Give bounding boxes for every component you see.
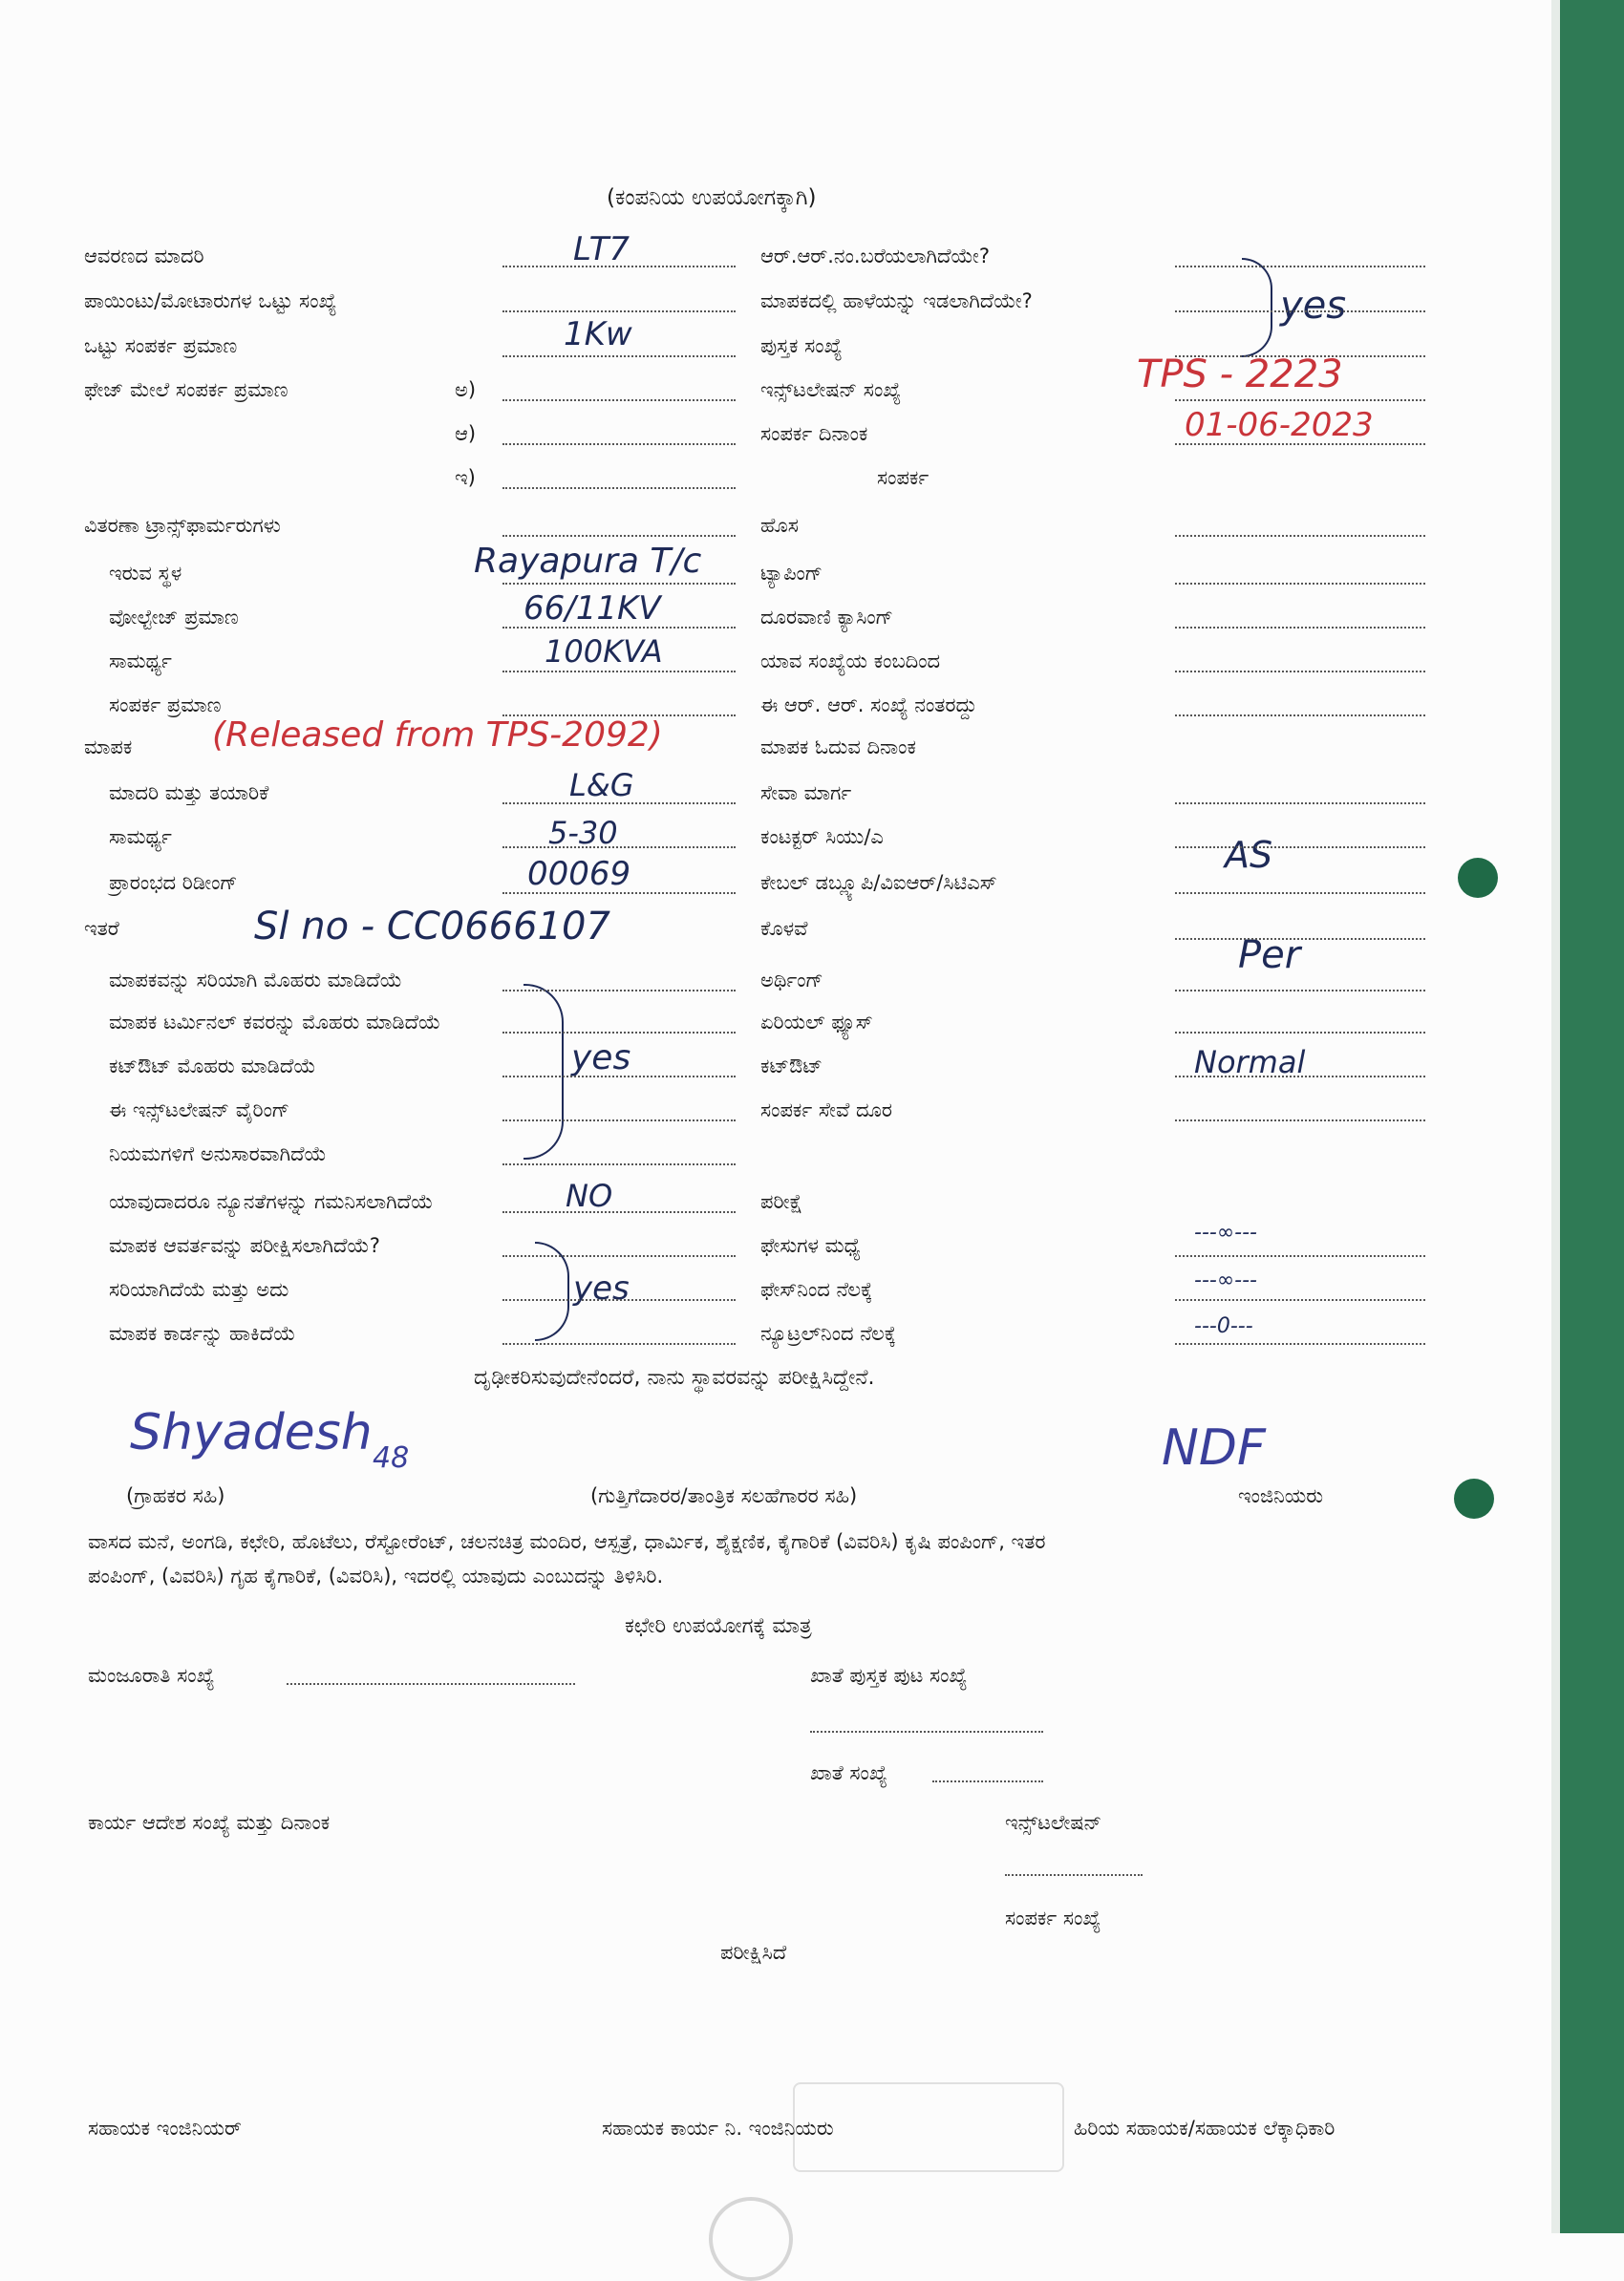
serial-number-value: Sl no - CC0666107 — [254, 905, 610, 949]
left-field-label: ಸಂಪರ್ಕ ಪ್ರಮಾಣ — [109, 693, 222, 716]
right-field-line — [1175, 846, 1425, 848]
left-field-line — [502, 443, 736, 445]
engineer-sign-label: ಇಂಜಿನಿಯರು — [1238, 1484, 1324, 1507]
right-field-label: ದೂರವಾಣಿ ಕ್ಯಾಸಿಂಗ್ — [760, 606, 893, 629]
left-field-line — [502, 802, 736, 804]
left-field-label: ಪ್ರಾರಂಭದ ರಿಡೀಂಗ್ — [109, 871, 238, 894]
left-field-line — [502, 892, 736, 894]
right-field-label: ಕೇಬಲ್ ಡಬ್ಲ್ಯೂಪಿ/ವಿಐಆರ್/ಸಿಟಿಎಸ್ — [760, 871, 997, 894]
right-field-line — [1175, 990, 1425, 991]
certification-text: ದೃಢೀಕರಿಸುವುದೇನೆಂದರೆ, ನಾನು ಸ್ಥಾವರವನ್ನು ಪರೀಕ್ಷಿಸಿದ್ದೇನೆ. — [474, 1366, 875, 1390]
right-field-line — [1175, 355, 1425, 357]
left-field-line — [502, 310, 736, 312]
round-seal — [709, 2197, 793, 2281]
left-field-line — [502, 266, 736, 267]
folder-edge — [1551, 0, 1560, 2233]
right-field-line — [1175, 892, 1425, 894]
left-field-line — [502, 1211, 736, 1213]
left-field-line — [502, 399, 736, 401]
right-field-line — [1175, 266, 1425, 267]
right-field-line — [1175, 671, 1425, 672]
left-field-label: ಮಾಪಕ ಟರ್ಮಿನಲ್ ಕವರನ್ನು ಮೊಹರು ಮಾಡಿದೆಯೆ — [109, 1011, 441, 1034]
left-field-line — [502, 1076, 736, 1077]
earthing-value: Per — [1238, 933, 1301, 977]
right-field-label: ಪರೀಕ್ಷೆ — [760, 1190, 803, 1213]
left-field-label: ಆವರಣದ ಮಾದರಿ — [84, 245, 204, 267]
right-field-label: ಕಟ್‌ಔಟ್ — [760, 1055, 823, 1077]
left-field-label: ಮಾಪಕ ಆವರ್ತವನ್ನು ಪರೀಕ್ಷಿಸಲಾಗಿದೆಯೆ? — [109, 1234, 380, 1257]
initial-reading-value: 00069 — [527, 855, 631, 893]
right-field-line — [1175, 1343, 1425, 1345]
right-field-label: ಅರ್ಥಿಂಗ್ — [760, 969, 823, 991]
assistant-engineer-label: ಸಹಾಯಕ ಇಂಜಿನಿಯರ್ — [88, 2117, 242, 2140]
right-field-line — [1175, 938, 1425, 940]
right-field-line — [1175, 535, 1425, 537]
account-number-label: ಖಾತೆ ಸಂಖ್ಯೆ — [810, 1761, 887, 1784]
phase-earth-value: ---∞--- — [1194, 1268, 1257, 1292]
seal-yes-value: yes — [571, 1038, 631, 1077]
left-field-line — [502, 1343, 736, 1345]
right-field-label: ಏರಿಯಲ್ ಫ್ಯೂಸ್ — [760, 1011, 873, 1034]
meter-make-value: L&G — [569, 767, 634, 803]
usage-text-line2: ಪಂಪಿಂಗ್, (ವಿವರಿಸಿ) ಗೃಹ ಕೈಗಾರಿಕೆ, (ವಿವರಿಸಿ), ಇದರಲ್ಲಿ ಯಾವುದು ಎಂಬುದನ್ನು ತಿಳಿಸಿರಿ. — [88, 1565, 664, 1588]
left-field-line — [502, 487, 736, 489]
meter-capacity-value: 5-30 — [548, 815, 618, 851]
right-field-label: ಸೇವಾ ಮಾರ್ಗ — [760, 781, 852, 804]
account-number-field — [932, 1780, 1043, 1782]
left-field-line — [502, 846, 736, 848]
right-field-line — [1175, 802, 1425, 804]
left-field-label: ಈ ಇನ್ಸ್‌ಟಲೇಷನ್ ವೈರಿಂಗ್ — [109, 1098, 290, 1121]
right-field-label: ಕಂಟಕ್ಟರ್ ಸಿಯು/ಎ — [760, 825, 884, 848]
phase-phase-value: ---∞--- — [1194, 1221, 1257, 1245]
right-field-label: ಹೊಸ — [760, 514, 799, 537]
right-field-label: ಯಾವ ಸಂಖ್ಯೆಯ ಕಂಬದಿಂದ — [760, 650, 941, 672]
sheet-kept-value: yes — [1280, 284, 1347, 328]
left-field-label: ಸಾಮರ್ಥ್ಯ — [109, 650, 172, 672]
connection-number-label: ಸಂಪರ್ಕ ಸಂಖ್ಯೆ — [1005, 1907, 1101, 1929]
total-connected-load-value: 1Kw — [564, 315, 632, 353]
left-field-line — [502, 1032, 736, 1034]
left-field-line — [502, 990, 736, 991]
right-field-label: ಈ ಆರ್. ಆರ್. ಸಂಖ್ಯೆ ನಂತರದ್ದು — [760, 693, 977, 716]
cable-value: AS — [1225, 834, 1273, 876]
connection-date-value: 01-06-2023 — [1185, 406, 1374, 444]
right-field-line — [1175, 1299, 1425, 1301]
punch-hole — [1458, 858, 1498, 898]
left-field-line — [502, 535, 736, 537]
right-field-label: ಮಾಪಕದಲ್ಲಿ ಹಾಳೆಯನ್ನು ಇಡಲಾಗಿದೆಯೇ? — [760, 289, 1033, 312]
right-field-line — [1175, 1076, 1425, 1077]
punch-hole — [1454, 1479, 1494, 1519]
right-brace — [1242, 258, 1272, 357]
installation-number-value: TPS - 2223 — [1137, 352, 1343, 396]
left-field-label: ಸಾಮರ್ಥ್ಯ — [109, 825, 172, 848]
right-field-line — [1175, 1255, 1425, 1257]
right-field-line — [1175, 443, 1425, 445]
cutout-value: Normal — [1194, 1044, 1306, 1080]
consumer-signature: Shyadesh — [130, 1404, 373, 1461]
usage-text-line1: ವಾಸದ ಮನೆ, ಅಂಗಡಿ, ಕಛೇರಿ, ಹೊಟೆಲು, ರೆಸ್ಟೋರೆಂಟ್, ಚಲನಚಿತ್ರ ಮಂದಿರ, ಆಸ್ಪತ್ರೆ, ಧಾರ್ಮಿಕ, ಶೈಕ್ಷಣಿಕ, ಕೈಗಾರಿಕೆ (ವಿವರಿಸಿ) ಕೃಷಿ ಪಂಪಿಂಗ್, ಇತರ — [88, 1530, 1046, 1553]
right-field-label: ಇನ್ಸ್‌ಟಲೇಷನ್ ಸಂಖ್ಯೆ — [760, 378, 902, 401]
creep-yes-value: yes — [573, 1269, 630, 1308]
transformer-location-value: Rayapura T/c — [474, 542, 702, 581]
meter-released-note: (Released from TPS-2092) — [212, 715, 663, 755]
left-field-label: ನಿಯಮಗಳಿಗೆ ಅನುಸಾರವಾಗಿದೆಯೆ — [109, 1142, 327, 1165]
right-field-label: ಪುಸ್ತಕ ಸಂಖ್ಯೆ — [760, 334, 843, 357]
right-field-label: ಆರ್.ಆರ್.ನಂ.ಬರೆಯಲಾಗಿದೆಯೇ? — [760, 245, 990, 267]
sanction-number-label: ಮಂಜೂರಾತಿ ಸಂಖ್ಯೆ — [88, 1664, 215, 1687]
right-field-label: ಸಂಪರ್ಕ ಸೇವೆ ದೂರ — [760, 1098, 893, 1121]
right-field-label: ಟ್ಯಾಪಿಂಗ್ — [760, 562, 823, 585]
left-field-label: ಇತರೆ — [84, 917, 119, 940]
left-field-label: ಪಾಯಿಂಟು/ಮೋಟಾರುಗಳ ಒಟ್ಟು ಸಂಖ್ಯೆ — [84, 289, 337, 312]
left-field-label: ಮಾಪಕ — [84, 735, 133, 758]
accounts-officer-label: ಹಿರಿಯ ಸಹಾಯಕ/ಸಹಾಯಕ ಲೆಕ್ಕಾಧಿಕಾರಿ — [1074, 2117, 1336, 2140]
left-field-label: ಫೇಜ್ ಮೇಲೆ ಸಂಪರ್ಕ ಪ್ರಮಾಣ — [84, 378, 288, 401]
right-field-line — [1175, 714, 1425, 716]
left-field-label: ಯಾವುದಾದರೂ ನ್ಯೂನತೆಗಳನ್ನು ಗಮನಿಸಲಾಗಿದೆಯೆ — [109, 1190, 434, 1213]
left-field-sublabel: ಇ) — [455, 466, 476, 489]
left-brace — [524, 984, 564, 1160]
neutral-earth-value: ---0--- — [1194, 1314, 1253, 1338]
left-field-sublabel: ಅ) — [455, 378, 477, 401]
left-field-line — [502, 1163, 736, 1165]
left-field-line — [502, 1299, 736, 1301]
installation-label: ಇನ್ಸ್‌ಟಲೇಷನ್ — [1005, 1811, 1102, 1834]
premises-type-value: LT7 — [573, 230, 630, 268]
right-field-label: ನ್ಯೂಟ್ರಲ್‌ನಿಂದ ನೆಲಕ್ಕೆ — [760, 1322, 896, 1345]
voltage-value: 66/11KV — [524, 589, 661, 628]
right-field-line — [1175, 1032, 1425, 1034]
right-field-line — [1175, 583, 1425, 585]
account-book-page-label: ಖಾತೆ ಪುಸ್ತಕ ಪುಟ ಸಂಖ್ಯೆ — [810, 1664, 968, 1687]
left-field-label: ವೋಲ್ಟೇಜ್ ಪ್ರಮಾಣ — [109, 606, 239, 629]
right-field-line — [1175, 1119, 1425, 1121]
assistant-executive-engineer-label: ಸಹಾಯಕ ಕಾರ್ಯ ನಿ. ಇಂಜಿನಿಯರು — [602, 2117, 834, 2140]
consumer-sign-label: (ಗ್ರಾಹಕರ ಸಹಿ) — [126, 1484, 225, 1507]
left-field-label: ಮಾದರಿ ಮತ್ತು ತಯಾರಿಕೆ — [109, 781, 269, 804]
left-field-sublabel: ಆ) — [455, 422, 477, 445]
right-field-label: ಸಂಪರ್ಕ ದಿನಾಂಕ — [760, 422, 868, 445]
folder-strip — [1560, 0, 1624, 2233]
account-book-field — [810, 1731, 1043, 1733]
left-field-line — [502, 714, 736, 716]
right-field-label: ಕೊಳವೆ — [760, 917, 808, 940]
right-field-line — [1175, 399, 1425, 401]
left-field-line — [502, 671, 736, 672]
form-title: (ಕಂಪನಿಯ ಉಪಯೋಗಕ್ಕಾಗಿ) — [607, 185, 817, 210]
right-field-line — [1175, 310, 1425, 312]
capacity-value: 100KVA — [545, 633, 663, 670]
left-field-line — [502, 627, 736, 629]
right-field-label: ಫೇಸ್‌ನಿಂದ ನೆಲಕ್ಕೆ — [760, 1278, 873, 1301]
left-field-line — [502, 1119, 736, 1121]
left-field-label: ಕಟ್‌ಔಟ್ ಮೊಹರು ಮಾಡಿದೆಯೆ — [109, 1055, 316, 1077]
consumer-signature-number: 48 — [373, 1441, 410, 1475]
engineer-signature: NDF — [1162, 1419, 1266, 1477]
left-field-line — [502, 1255, 736, 1257]
left-field-line — [502, 355, 736, 357]
left-field-label: ಇರುವ ಸ್ಥಳ — [109, 562, 182, 585]
left-field-label: ವಿತರಣಾ ಟ್ರಾನ್ಸ್‌ಫಾರ್ಮರುಗಳು — [84, 514, 281, 537]
installation-field — [1005, 1874, 1143, 1876]
left-field-line — [502, 583, 736, 585]
right-field-label: ಫೇಸುಗಳ ಮಧ್ಯೆ — [760, 1234, 861, 1257]
right-field-line — [1175, 627, 1425, 629]
checked-label: ಪರೀಕ್ಷಿಸಿದೆ — [720, 1941, 787, 1964]
contractor-sign-label: (ಗುತ್ತಿಗೆದಾರರ/ತಾಂತ್ರಿಕ ಸಲಹೆಗಾರರ ಸಹಿ) — [590, 1484, 858, 1507]
right-field-label: ಸಂಪರ್ಕ — [877, 466, 930, 489]
right-field-label: ಮಾಪಕ ಓದುವ ದಿನಾಂಕ — [760, 735, 916, 758]
left-field-label: ಸರಿಯಾಗಿದೆಯೆ ಮತ್ತು ಅದು — [109, 1278, 289, 1301]
work-order-label: ಕಾರ್ಯ ಆದೇಶ ಸಂಖ್ಯೆ ಮತ್ತು ದಿನಾಂಕ — [88, 1811, 331, 1834]
left-field-label: ಮಾಪಕವನ್ನು ಸರಿಯಾಗಿ ಮೊಹರು ಮಾಡಿದೆಯೆ — [109, 969, 403, 991]
left-field-label: ಒಟ್ಟು ಸಂಪರ್ಕ ಪ್ರಮಾಣ — [84, 334, 238, 357]
sanction-number-field — [287, 1683, 575, 1685]
office-use-title: ಕಛೇರಿ ಉಪಯೋಗಕ್ಕೆ ಮಾತ್ರ — [625, 1614, 812, 1638]
defects-value: NO — [566, 1178, 613, 1214]
left-field-label: ಮಾಪಕ ಕಾರ್ಡನ್ನು ಹಾಕಿದೆಯೆ — [109, 1322, 296, 1345]
